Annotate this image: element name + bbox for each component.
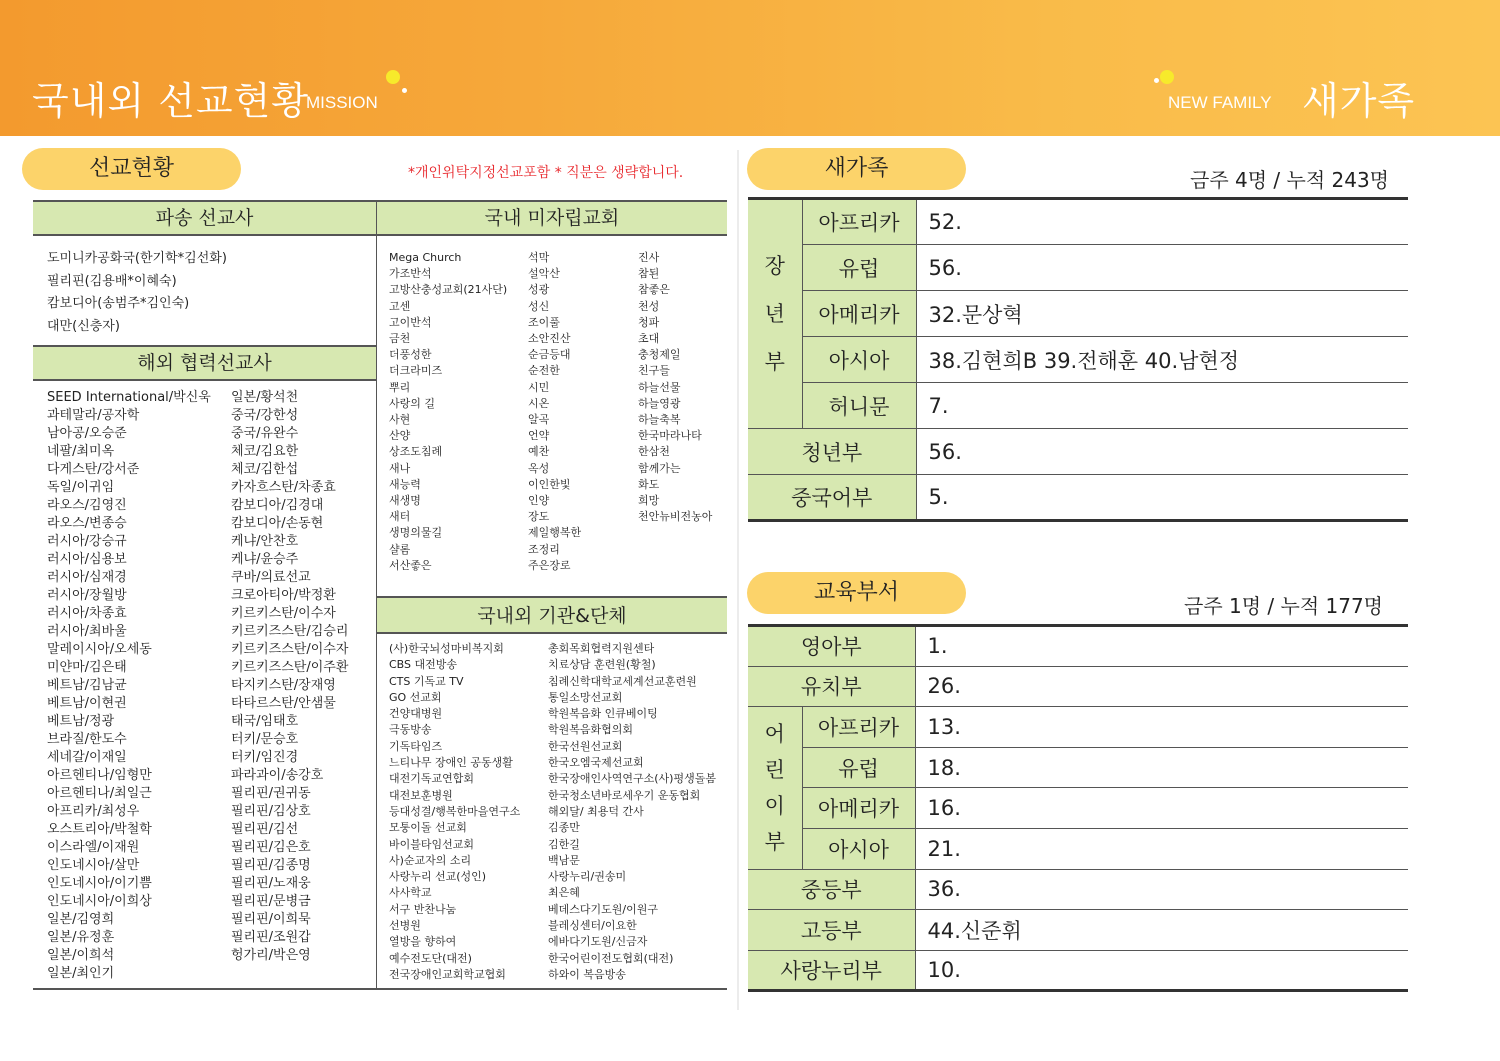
list-item: 진사 (638, 251, 660, 264)
list-item: 한국청소년바로세우기 운동협회 (548, 788, 701, 802)
table-row (748, 245, 1408, 291)
list-item: 키르키즈스탄/이수자 (231, 642, 349, 657)
newfamily-summary: 금주 4명 / 누적 243명 (1190, 168, 1389, 192)
list-item: 키르키스탄/이수자 (231, 606, 336, 621)
list-item: 아르헨티나/최일근 (47, 786, 152, 801)
list-item: 한국오엠국제선교회 (548, 756, 644, 770)
list-item: 더크라미즈 (389, 364, 443, 378)
list-item: 참된 (638, 267, 660, 281)
table-row (748, 950, 1408, 991)
list-item: 장도 (528, 510, 550, 524)
list-item: 다게스탄/강서준 (47, 462, 140, 477)
list-item: 캄보디아/손동현 (231, 516, 324, 531)
list-item: 필리핀/문병금 (231, 894, 311, 909)
list-item: 한국장애인사역연구소(사)평생돌봄 (548, 772, 716, 786)
table-bottom-line (33, 988, 727, 990)
list-item: 조정리 (528, 542, 560, 556)
list-item: 학원복음화협의회 (548, 723, 634, 737)
list-item: 필리핀/김선 (231, 822, 299, 837)
list-item: 키르키즈스탄/이주환 (231, 660, 349, 675)
list-item: 새능력 (389, 477, 421, 491)
list-item: 파라과이/송강호 (231, 768, 324, 783)
table-row (748, 707, 1408, 748)
list-item: 캄보디아/김경대 (231, 498, 324, 513)
list-item: 침례신학대학교세계선교훈련원 (548, 674, 697, 688)
list-item: 한국선원선교회 (548, 739, 623, 753)
list-item: 시온 (528, 396, 550, 410)
list-item: 러시아/차종효 (47, 606, 127, 621)
row-label: 아프리카 (802, 199, 916, 245)
list-item: 사랑의 길 (389, 396, 436, 410)
list-item: 대전기독교연합회 (389, 772, 475, 786)
decor-dot-icon (1160, 70, 1174, 84)
list-item: 세네갈/이재일 (47, 750, 127, 765)
list-item: 모퉁이돌 선교회 (389, 821, 467, 835)
list-item: 가조반석 (389, 267, 432, 281)
table-row (748, 666, 1408, 707)
row-value: 18. (915, 747, 1408, 788)
list-item: 말레이시아/오세동 (47, 642, 152, 657)
group-char: 부 (764, 350, 785, 374)
list-item: 헝가리/박은영 (231, 948, 311, 963)
overseas-header: 해외 협력선교사 (33, 345, 376, 381)
list-item: 기독타임즈 (389, 739, 443, 753)
list-item: 아르헨티나/임형만 (47, 768, 152, 783)
row-label: 아메리카 (802, 788, 915, 829)
list-item: 참좋은 (638, 283, 670, 297)
list-item: 인도네시아/이희상 (47, 894, 152, 909)
list-item: 사랑누리/권송미 (548, 870, 627, 884)
list-item: 아프리카/최성우 (47, 804, 140, 819)
list-item: 독일/이귀임 (47, 480, 115, 495)
list-item: 함께가는 (638, 461, 681, 475)
list-item: 일본/이희석 (47, 948, 115, 963)
list-item: 김한길 (548, 837, 580, 851)
row-label: 아시아 (802, 828, 915, 869)
row-label: 유럽 (802, 245, 916, 291)
list-item: 청파 (638, 315, 660, 329)
list-item: 순전한 (528, 364, 560, 378)
group-label-youth (748, 199, 802, 429)
row-value: 36. (915, 869, 1408, 910)
mission-note: *개인위탁지정선교포함 * 직분은 생략합니다. (408, 165, 684, 181)
list-item: 선병원 (389, 919, 421, 933)
list-item: 언약 (528, 429, 550, 443)
list-item: CBS 대전방송 (389, 658, 458, 672)
table-row (748, 337, 1408, 383)
list-item: 샬롬 (389, 542, 411, 556)
list-item: 러시아/심재경 (47, 570, 127, 585)
list-item: 주은장로 (528, 558, 571, 572)
list-item: 알곡 (528, 413, 550, 427)
list-item: 인양 (528, 494, 550, 508)
decor-dot-icon (1154, 78, 1159, 83)
list-item: 케냐/윤승주 (231, 552, 299, 567)
list-item: 열방을 향하여 (389, 935, 457, 949)
list-item: 타타르스탄/안샘물 (231, 696, 336, 711)
list-item: 등대성결/행복한마을연구소 (389, 804, 521, 818)
group-char: 린 (764, 757, 785, 782)
list-item: GO 선교회 (389, 690, 442, 704)
table-row (748, 383, 1408, 429)
group-char: 이 (764, 793, 785, 818)
row-label: 청년부 (748, 429, 916, 475)
overseas-col-2 (231, 389, 348, 965)
list-item: 남아공/오승준 (47, 426, 127, 441)
education-summary: 금주 1명 / 누적 177명 (1184, 594, 1383, 618)
row-label: 유치부 (748, 666, 915, 707)
list-item: 충청제일 (638, 348, 681, 362)
list-item: 체코/김요한 (231, 444, 299, 459)
education-table (748, 624, 1408, 992)
list-item: 사)순교자의 소리 (389, 853, 472, 867)
domestic-col-2 (528, 250, 581, 574)
list-item: 천성 (638, 299, 660, 313)
list-item: 금천 (389, 332, 411, 346)
row-value: 38.김현희B 39.전해훈 40.남현정 (916, 337, 1408, 383)
list-item: 최은혜 (548, 886, 580, 900)
list-item: 치료상담 훈련원(황철) (548, 658, 656, 672)
list-item: 예수전도단(대전) (389, 951, 472, 965)
list-item: 서산좋은 (389, 558, 432, 572)
list-item: 이스라엘/이재원 (47, 840, 140, 855)
list-item: 필리핀(김용배*이혜숙) (47, 273, 177, 289)
list-item: 설악산 (528, 267, 560, 281)
list-item: 사사학교 (389, 886, 432, 900)
group-char: 장 (764, 254, 785, 278)
list-item: 새생명 (389, 494, 421, 508)
list-item: 일본/최인기 (47, 966, 115, 981)
row-label: 아메리카 (802, 291, 916, 337)
newfamily-pill: 새가족 (747, 148, 966, 190)
list-item: 오스트리아/박철학 (47, 822, 152, 837)
row-value: 21. (915, 828, 1408, 869)
row-label: 유럽 (802, 747, 915, 788)
table-row (748, 475, 1408, 521)
row-value: 52. (916, 199, 1408, 245)
list-item: 베트남/이현권 (47, 696, 127, 711)
list-item: 베데스다기도원/이원구 (548, 902, 658, 916)
list-item: 한삼천 (638, 445, 670, 459)
page-divider (737, 150, 739, 1010)
dispatched-list (47, 248, 227, 338)
list-item: 터키/임진경 (231, 750, 299, 765)
table-row (748, 291, 1408, 337)
list-item: 러시아/심용보 (47, 552, 127, 567)
domestic-col-3 (638, 250, 712, 525)
list-item: 필리핀/김상호 (231, 804, 311, 819)
list-item: 석막 (528, 251, 550, 264)
list-item: CTS 기독교 TV (389, 674, 464, 688)
list-item: 천안뉴비전농아 (638, 510, 713, 524)
list-item: 타지키스탄/장재영 (231, 678, 336, 693)
list-item: 필리핀/노재웅 (231, 876, 311, 891)
table-row (748, 626, 1408, 667)
list-item: 네팔/최미옥 (47, 444, 115, 459)
list-item: 성광 (528, 283, 550, 297)
list-item: 바이블타임선교회 (389, 837, 475, 851)
list-item: 미얀마/김은태 (47, 660, 127, 675)
row-label: 고등부 (748, 910, 915, 951)
list-item: 생명의물길 (389, 526, 443, 540)
table-row (748, 828, 1408, 869)
list-item: 체코/김한섭 (231, 462, 299, 477)
list-item: 예찬 (528, 445, 550, 459)
list-item: 필리핀/이희묵 (231, 912, 311, 927)
row-label: 중국어부 (748, 475, 916, 521)
list-item: 통일소망선교회 (548, 690, 623, 704)
table-row (748, 910, 1408, 951)
list-item: 느티나무 장애인 공동생활 (389, 756, 513, 770)
row-value: 16. (915, 788, 1408, 829)
row-label: 아시아 (802, 337, 916, 383)
row-value: 44.신준휘 (915, 910, 1408, 951)
list-item: 캄보디아(송범주*김인숙) (47, 296, 190, 311)
list-item: 전국장애인교회학교협회 (389, 967, 506, 981)
list-item: 상조도침례 (389, 445, 443, 459)
list-item: 산양 (389, 429, 411, 443)
list-item: 희망 (638, 494, 660, 508)
list-item: 에바다기도원/신금자 (548, 935, 648, 949)
decor-dot-icon (386, 70, 400, 84)
list-item: 학원복음화 인큐베이팅 (548, 707, 658, 721)
list-item: 총회목회협력지원센타 (548, 642, 655, 655)
list-item: 옥성 (528, 461, 550, 475)
orgs-header: 국내외 기관&단체 (377, 596, 727, 634)
list-item: 극동방송 (389, 723, 432, 737)
list-item: 블레싱센터/이요한 (548, 919, 637, 933)
list-item: 고이반석 (389, 315, 432, 329)
domestic-col-1 (389, 250, 507, 574)
row-value: 1. (915, 626, 1408, 667)
page-subtitle-mission: MISSION (306, 93, 378, 112)
list-item: 인도네시아/살만 (47, 858, 140, 873)
domestic-header: 국내 미자립교회 (377, 200, 727, 236)
row-label: 사랑누리부 (748, 950, 915, 991)
group-label-children (748, 707, 802, 869)
list-item: 한국마라나타 (638, 429, 702, 443)
orgs-col-2 (548, 641, 716, 983)
list-item: 중국/유완수 (231, 426, 299, 441)
newfamily-table (748, 197, 1408, 522)
list-item: 고센 (389, 299, 411, 313)
list-item: 하늘영광 (638, 396, 681, 410)
education-pill: 교육부서 (747, 572, 966, 614)
group-char: 어 (764, 721, 785, 746)
list-item: 하늘선물 (638, 380, 681, 394)
row-label: 아프리카 (802, 707, 915, 748)
list-item: 뿌리 (389, 380, 411, 394)
table-row (748, 747, 1408, 788)
table-row (748, 199, 1408, 245)
list-item: 성신 (528, 299, 550, 313)
list-item: 고방산충성교회(21사단) (389, 283, 508, 297)
row-value: 5. (916, 475, 1408, 521)
table-vertical-divider (376, 200, 377, 990)
list-item: 이인한빛 (528, 477, 571, 491)
list-item: Mega Church (389, 251, 462, 264)
list-item: 키르키즈스탄/김승리 (231, 624, 349, 639)
list-item: 백남문 (548, 853, 580, 867)
mission-pill: 선교현황 (22, 148, 241, 190)
group-char: 년 (764, 302, 785, 326)
list-item: 라오스/변종승 (47, 516, 127, 531)
list-item: 과테말라/공자학 (47, 408, 140, 423)
row-value: 56. (916, 429, 1408, 475)
list-item: SEED International/박신욱 (47, 390, 211, 405)
page-subtitle-newfamily: NEW FAMILY (1168, 93, 1272, 112)
list-item: 필리핀/김은호 (231, 840, 311, 855)
list-item: 김종만 (548, 821, 580, 835)
row-value: 26. (915, 666, 1408, 707)
row-value: 10. (915, 950, 1408, 991)
row-value: 56. (916, 245, 1408, 291)
list-item: 대전보훈병원 (389, 788, 453, 802)
list-item: 필리핀/조원갑 (231, 930, 311, 945)
list-item: 중국/강한성 (231, 408, 299, 423)
table-row (748, 788, 1408, 829)
list-item: 일본/황석천 (231, 390, 299, 405)
orgs-col-1 (389, 641, 520, 983)
row-value: 7. (916, 383, 1408, 429)
list-item: 하와이 복음방송 (548, 967, 626, 981)
list-item: 제일행복한 (528, 526, 582, 540)
page-title-mission: 국내외 선교현황 (32, 79, 310, 123)
list-item: 러시아/최바울 (47, 624, 127, 639)
list-item: 화도 (638, 477, 660, 491)
list-item: 필리핀/권귀동 (231, 786, 311, 801)
list-item: (사)한국뇌성마비복지회 (389, 642, 504, 655)
list-item: 도미니카공화국(한기학*김선화) (47, 251, 227, 266)
list-item: 시민 (528, 380, 550, 394)
list-item: 크로아티아/박정환 (231, 588, 336, 603)
list-item: 사랑누리 선교(성인) (389, 870, 487, 884)
list-item: 소안진산 (528, 332, 571, 346)
list-item: 라오스/김영진 (47, 498, 127, 513)
list-item: 한국어린이전도협회(대전) (548, 951, 674, 965)
list-item: 순금등대 (528, 348, 571, 362)
list-item: 러시아/강승규 (47, 534, 127, 549)
list-item: 초대 (638, 332, 660, 346)
list-item: 쿠바/의료선교 (231, 570, 311, 585)
list-item: 새터 (389, 510, 411, 524)
list-item: 태국/임태호 (231, 714, 299, 729)
row-label: 중등부 (748, 869, 915, 910)
list-item: 카자흐스탄/차종효 (231, 480, 336, 495)
dispatched-header: 파송 선교사 (33, 200, 376, 236)
list-item: 건양대병원 (389, 707, 443, 721)
list-item: 새나 (389, 461, 411, 475)
table-row (748, 869, 1408, 910)
list-item: 더풍성한 (389, 348, 432, 362)
list-item: 일본/유정훈 (47, 930, 115, 945)
list-item: 브라질/한도수 (47, 732, 127, 747)
list-item: 사현 (389, 413, 411, 427)
row-label: 허니문 (802, 383, 916, 429)
list-item: 조이풀 (528, 315, 560, 329)
list-item: 베트남/김남균 (47, 678, 127, 693)
row-value: 32.문상혁 (916, 291, 1408, 337)
decor-dot-icon (402, 88, 407, 93)
row-value: 13. (915, 707, 1408, 748)
list-item: 베트남/정광 (47, 714, 115, 729)
list-item: 러시아/장월방 (47, 588, 127, 603)
list-item: 해외달/ 최용덕 간사 (548, 804, 644, 818)
overseas-col-1 (47, 389, 211, 983)
group-char: 부 (764, 829, 785, 854)
list-item: 일본/김영희 (47, 912, 115, 927)
list-item: 대만(신충자) (47, 318, 120, 334)
page-title-newfamily: 새가족 (1302, 79, 1416, 123)
header-band (0, 0, 1500, 136)
list-item: 케냐/안찬호 (231, 534, 299, 549)
list-item: 터키/문승호 (231, 732, 299, 747)
table-row (748, 429, 1408, 475)
list-item: 친구들 (638, 364, 670, 378)
list-item: 서구 반찬나눔 (389, 902, 457, 916)
row-label: 영아부 (748, 626, 915, 667)
list-item: 필리핀/김종명 (231, 858, 311, 873)
list-item: 하늘축복 (638, 413, 681, 427)
list-item: 인도네시아/이기쁨 (47, 876, 152, 891)
